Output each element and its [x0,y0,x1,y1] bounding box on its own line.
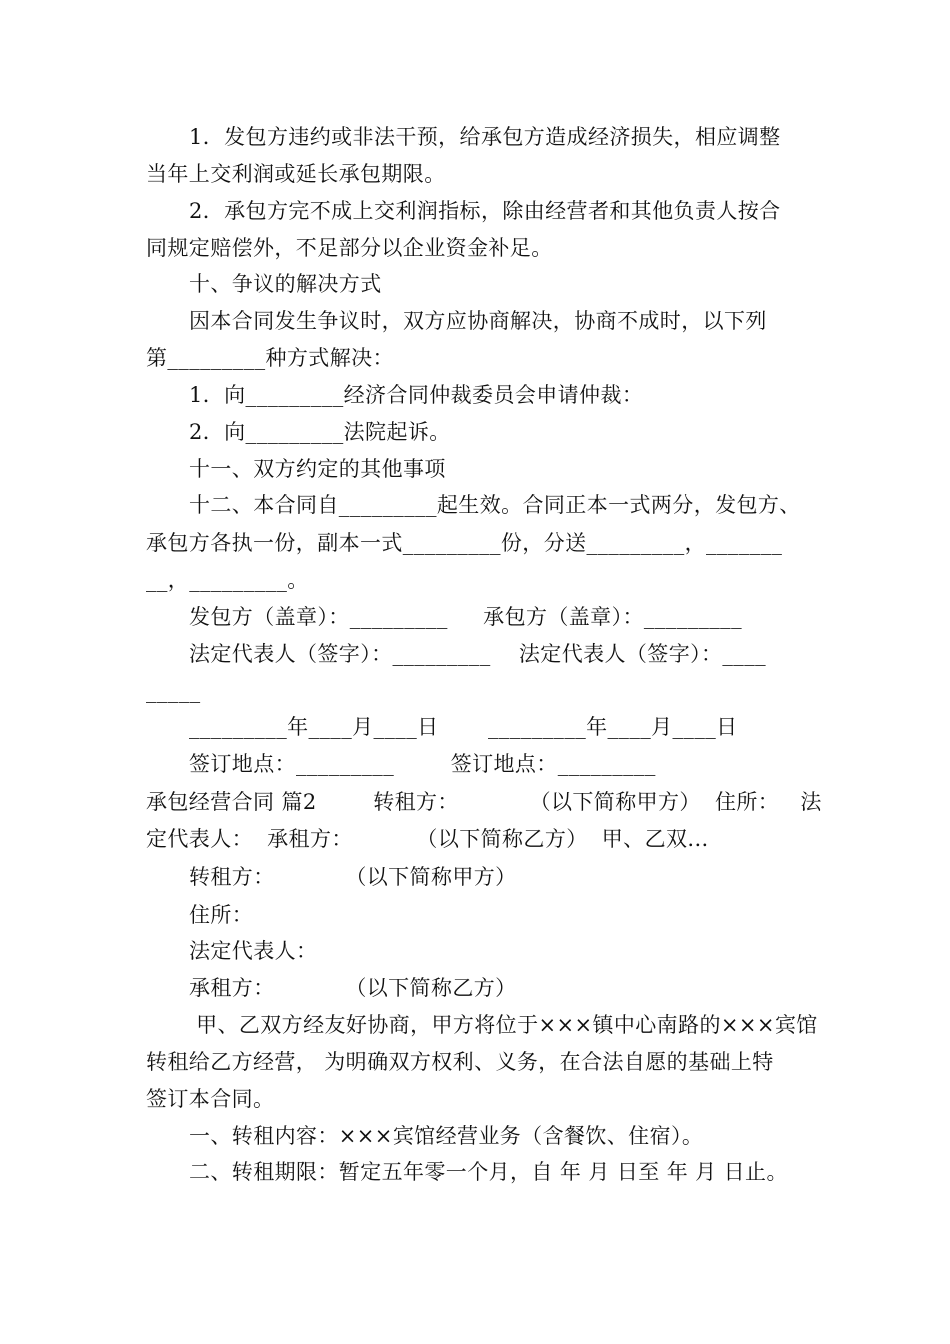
text-line: 甲、乙双方经友好协商，甲方将位于×××镇中心南路的×××宾馆 [189,1013,818,1037]
text-line: 承包方各执一份，副本一式_________份，分送_________，_______ [146,531,783,555]
text-line: 2．向_________法院起诉。 [189,420,451,444]
text-line: 当年上交利润或延长承包期限。 [146,162,446,186]
section-heading: 十一、双方约定的其他事项 [189,457,446,481]
signature-line: _____ [146,679,201,703]
text-line: 因本合同发生争议时，双方应协商解决，协商不成时，以下列 [189,309,767,333]
text-line: 1．发包方违约或非法干预，给承包方造成经济损失，相应调整 [189,125,781,149]
text-line: 承租方： （以下简称乙方） [189,976,517,1000]
text-line: 转租给乙方经营， 为明确双方权利、义务，在合法自愿的基础上特 [146,1050,774,1074]
text-line: 转租方： （以下简称甲方） [189,865,517,889]
text-line: 1．向_________经济合同仲裁委员会申请仲裁： [189,383,644,407]
section-heading: 十、争议的解决方式 [189,272,382,296]
text-line: __，_________。 [146,568,309,592]
text-line: 法定代表人： [189,939,318,963]
signature-line: 法定代表人（签字）：_________ 法定代表人（签字）：____ [189,642,766,666]
section-title: 承包经营合同 篇2 转租方： （以下简称甲方） 住所： 法 [146,790,822,814]
text-line: 第_________种方式解决： [146,346,394,370]
text-line: 二、转租期限：暂定五年零一个月，自 年 月 日至 年 月 日止。 [189,1160,788,1184]
text-line: 同规定赔偿外，不足部分以企业资金补足。 [146,236,553,260]
text-line: 十二、本合同自_________起生效。合同正本一式两分，发包方、 [189,493,801,517]
text-line: 住所： [189,903,254,927]
text-line: 定代表人： 承租方： （以下简称乙方） 甲、乙双... [146,827,709,851]
text-line: 一、转租内容：×××宾馆经营业务（含餐饮、住宿）。 [189,1124,704,1148]
text-line: 2．承包方完不成上交利润指标，除由经营者和其他负责人按合 [189,199,781,223]
signature-line: 发包方（盖章）：_________ 承包方（盖章）：_________ [189,605,742,629]
date-line: _________年____月____日 _________年____月____日 [189,715,738,739]
text-line: 签订本合同。 [146,1087,275,1111]
place-line: 签订地点：_________ 签订地点：_________ [189,752,656,776]
